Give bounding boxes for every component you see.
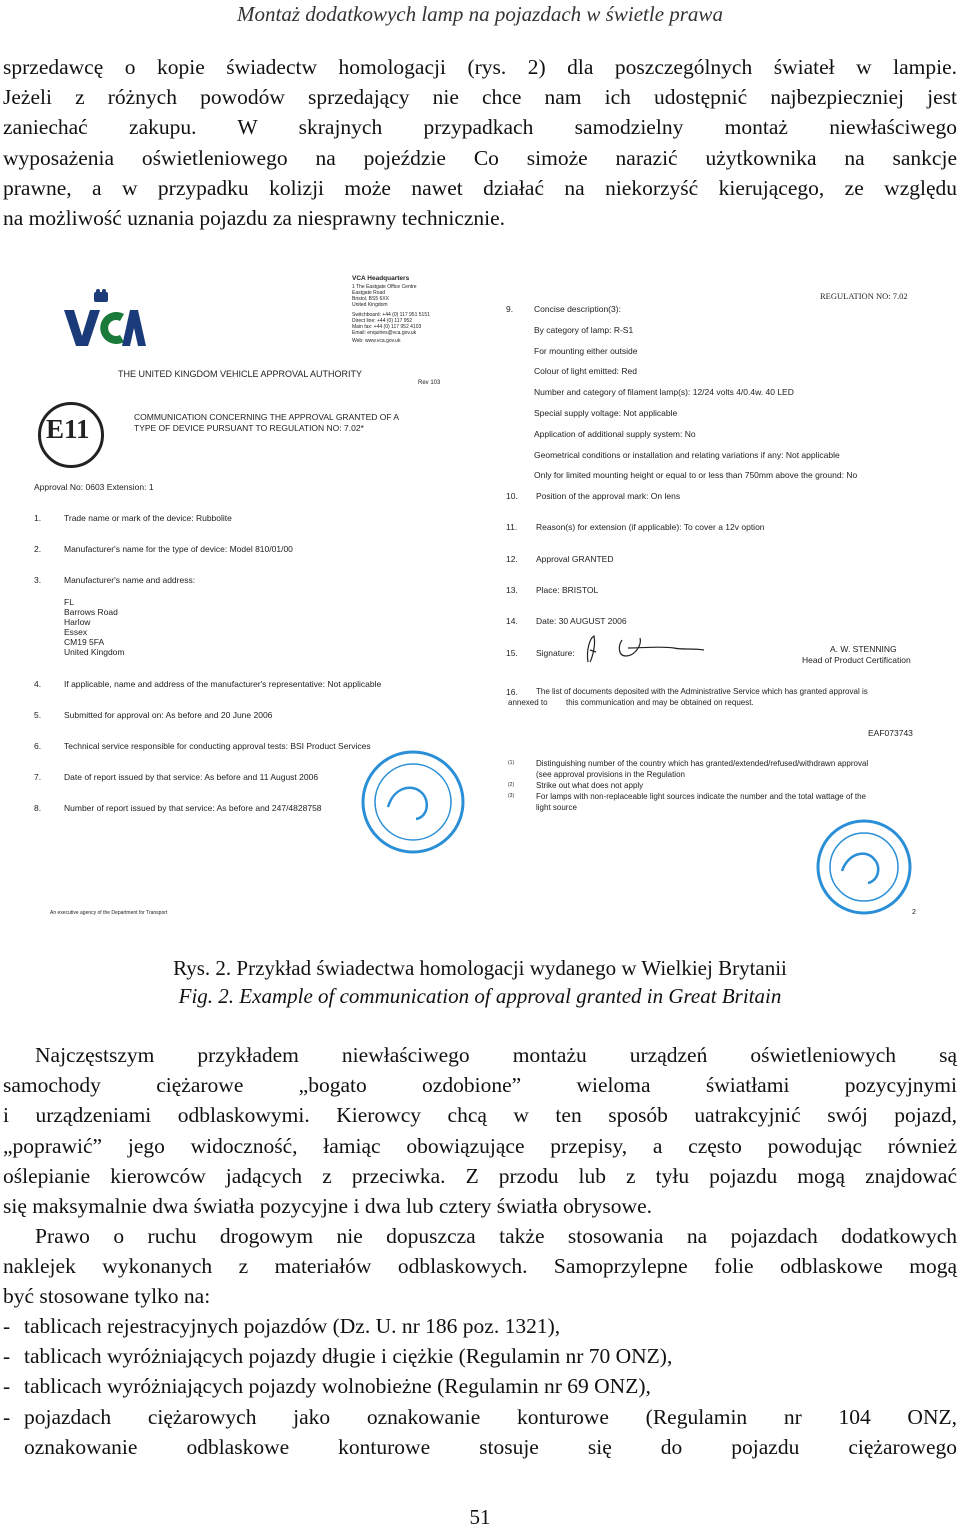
list-item [3,1341,957,1371]
authority-name: THE UNITED KINGDOM VEHICLE APPROVAL AUTHORITY [118,369,363,379]
hq-line: Direct line: +44 (0) 117 952 [352,318,413,324]
item16-text: this communication and may be obtained on request. [566,698,754,707]
e11-text: E11 [46,414,90,444]
text-line: Prawo o ruchu drogowym nie dopuszcza także stosowania na pojazdach dodatkowych [35,1224,957,1248]
item9-line: Colour of light emitted: Red [534,366,637,376]
item-number: 3. [34,575,42,585]
item-number: 2. [34,544,42,554]
footer-agency: An executive agency of the Department for Transport [50,910,168,916]
text-line: samochody ciężarowe „bogato ozdobione” wieloma światłami pozycyjnymi [3,1073,957,1098]
paragraph-3 [3,1221,957,1312]
item-text: Trade name or mark of the device: Rubbolite [64,513,232,523]
note-number: (2) [508,782,515,788]
address-line: CM19 5FA [64,637,105,647]
note-text: For lamps with non-replaceable light sources indicate the number and the total wattage of the [536,792,866,801]
certificate-page: 2 [912,909,916,916]
item-text: Signature: [536,648,575,658]
item9-line: For mounting either outside [534,346,638,356]
list-item [3,1371,957,1401]
rev-label: Rev 103 [418,380,441,386]
item-text: Approval GRANTED [536,554,614,564]
regulation-number: REGULATION NO: 7.02 [820,291,908,301]
text-line: się maksymalnie dwa światła pozycyjne i dwa lub cztery światła obrysowe. [3,1193,652,1218]
note-number: (1) [508,760,515,766]
item-number: 1. [34,513,42,523]
text-line: i urządzeniami odblaskowymi. Kierowcy chcą w ten sposób uatrakcyjnić swój pojazd, [3,1103,957,1128]
text-line: Najczęstszym przykładem niewłaściwego montażu urządzeń oświetleniowych są [35,1043,957,1067]
item-number: 12. [506,554,518,564]
text-line: zaniechać zakupu. W skrajnych przypadkach samodzielny montaż niewłaściwego [3,115,957,140]
item-text: Place: BRISTOL [536,585,599,595]
note-text: Distinguishing number of the country which has granted/extended/refused/withdrawn approval [536,759,869,768]
item9-line: Only for limited mounting height or equal to or less than 750mm above the ground: No [534,470,858,480]
running-header: Montaż dodatkowych lamp na pojazdach w świetle prawa [237,2,723,26]
list-item-text: pojazdach ciężarowych jako oznakowanie konturowe (Regulamin nr 104 ONZ, [24,1404,957,1429]
text-line: prawne, a w przypadku kolizji może nawet działać na niekorzyść kierującego, ze względu [3,175,957,200]
text-line: Jeżeli z różnych powodów sprzedający nie chce nam ich udostępnić najbezpieczniej jest [3,85,957,110]
text-line: być stosowane tylko na: [3,1284,211,1309]
hq-title: VCA Headquarters [352,275,410,282]
hq-line: Email: enquiries@vca.gov.uk [352,330,417,336]
vca-logo [62,288,148,354]
item-text: Number of report issued by that service: As before and 247/4828758 [64,803,322,813]
address-line: United Kingdom [64,647,125,657]
list-item [3,1402,957,1432]
item-number: 15. [506,648,518,658]
item9-line: Application of additional supply system: No [534,429,696,439]
list-item-text: oznakowanie odblaskowe konturowe stosuje się do pojazdu ciężarowego [24,1434,957,1459]
item9-line: Concise description(3): [534,304,621,314]
list-dash: - [3,1404,11,1429]
address-line: Barrows Road [64,607,118,617]
item-text: Position of the approval mark: On lens [536,491,681,501]
hq-line: Switchboard: +44 (0) 117 951 5151 [352,312,430,318]
list-item-text: tablicach wyróżniających pojazdy długie i ciężkie (Regulamin nr 70 ONZ), [24,1344,673,1369]
item-number: 11. [506,522,518,532]
list-dash: - [3,1314,11,1338]
address-line: Harlow [64,617,91,627]
official-stamp-right [814,817,914,917]
text-line: naklejek wykonanych z materiałów odblaskowych. Samoprzylepne folie odblaskowe mogą [3,1254,957,1279]
hq-line: Web: www.vca.gov.uk [352,338,401,344]
text-line: oślepianie kierowców jadących z przeciwka. Z przodu lub z tyłu pojazdu mogą znajdować [3,1163,957,1188]
text-line: sprzedawcę o kopie świadectw homologacji (rys. 2) dla poszczególnych świateł w lampie. [3,55,957,79]
note-number: (3) [508,793,515,799]
paragraph-2 [3,1040,957,1221]
item-text: Technical service responsible for conducting approval tests: BSI Product Services [64,741,371,751]
official-stamp-left [358,747,468,857]
item9-line: Geometrical conditions or installation and relating variations if any: Not applicable [534,450,840,460]
item9-line: Special supply voltage: Not applicable [534,408,678,418]
item-number: 10. [506,491,518,501]
bullet-list [3,1311,957,1462]
page-number: 51 [469,1505,491,1529]
list-item-text: tablicach rejestracyjnych pojazdów (Dz. U. nr 186 poz. 1321), [24,1314,561,1338]
item-number: 16. [506,687,518,697]
paragraph-1 [3,52,957,233]
text-line: wyposażenia oświetleniowego na pojeździe Co simoże narazić użytkownika na sankcje [3,145,957,170]
list-dash: - [3,1344,11,1369]
approval-certificate-figure [26,262,930,922]
hq-line: United Kingdom [352,302,388,308]
item-text: Manufacturer's name and address: [64,575,196,585]
item-number: 13. [506,585,518,595]
item-number: 9. [506,304,514,314]
item-number: 14. [506,616,518,626]
item-text: Submitted for approval on: As before and 20 June 2006 [64,710,273,720]
item-number: 6. [34,741,42,751]
item9-line: By category of lamp: R-S1 [534,325,634,335]
hq-line: 1 The Eastgate Office Centre [352,284,417,290]
item-number: 4. [34,679,42,689]
address-line: FL [64,597,74,607]
item-text: If applicable, name and address of the manufacturer's representative: Not applicable [64,679,382,689]
item-text: Date of report issued by that service: As before and 11 August 2006 [64,772,319,782]
signer-name: A. W. STENNING [830,644,897,654]
caption-english: Fig. 2. Example of communication of approval granted in Great Britain [178,984,782,1008]
hq-line: Bristol, BS5 6XX [352,296,389,302]
note-text: (see approval provisions in the Regulation [536,770,685,779]
address-line: Essex [64,627,88,637]
item9-line: Number and category of filament lamp(s): 12/24 volts 4/0.4w. 40 LED [534,387,794,397]
item-text: Reason(s) for extension (if applicable): To cover a 12v option [536,522,765,532]
item-number: 7. [34,772,42,782]
text-line: na możliwość uznania pojazdu za niesprawny technicznie. [3,205,506,230]
reference-number: EAF073743 [868,728,913,738]
approval-number: Approval No: 0603 Extension: 1 [34,482,154,492]
item-number: 8. [34,803,42,813]
caption-polish: Rys. 2. Przykład świadectwa homologacji wydanego w Wielkiej Brytanii [173,956,787,980]
list-item-continuation [3,1432,957,1462]
list-dash: - [3,1374,11,1399]
note-text: light source [536,803,577,812]
note-text: Strike out what does not apply [536,781,644,790]
list-item [3,1311,957,1341]
item-number: 5. [34,710,42,720]
communication-title: COMMUNICATION CONCERNING THE APPROVAL GRANTED OF A [134,412,400,422]
communication-title: TYPE OF DEVICE PURSUANT TO REGULATION NO: 7.02* [134,423,364,433]
hq-line: Eastgate Road [352,290,386,296]
item-text: Date: 30 AUGUST 2006 [536,616,627,626]
list-item-text: tablicach wyróżniających pojazdy wolnobieżne (Regulamin nr 69 ONZ), [24,1374,651,1399]
handwritten-signature [582,632,712,666]
item16-text: The list of documents deposited with the Administrative Service which has granted approval is [536,687,868,696]
item-text: Manufacturer's name for the type of device: Model 810/01/00 [64,544,293,554]
text-line: „poprawić” jego widoczność, łamiąc obowiązujące przepisy, a często powodując również [3,1133,957,1158]
item16-text: annexed to [508,698,548,707]
signer-title: Head of Product Certification [802,655,911,665]
hq-line: Main fax: +44 (0) 117 952 4103 [352,324,422,330]
